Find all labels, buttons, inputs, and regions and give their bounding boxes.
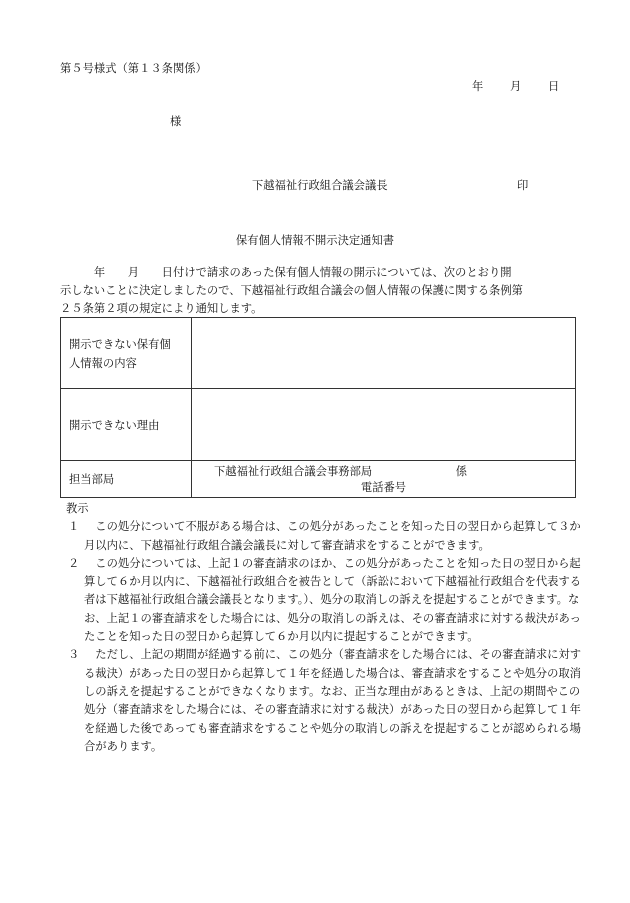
- department-field[interactable]: [192, 461, 576, 498]
- item-number: ３: [68, 648, 80, 662]
- item-text: ただし、上記の期間が経過する前に、この処分（審査請求をした場合には、その審査請求に対する裁決）があった日の翌日から起算して１年を経過した場合は、審査請求をすることや処分の取消しの訴えを提起することができなくなります。なお、正当な理由があるときは、上記の期間やこの処分（審査請求をした場合には、その審査請求に対する裁決）があった日の翌日から起算して１年を経過した後であっても審査請求をすることや処分の取消しの訴えを提起することが認められる場合があります。: [84, 648, 582, 753]
- date-month: 月: [510, 80, 522, 93]
- department-line: [200, 463, 567, 479]
- table-row: [61, 461, 576, 498]
- body-line: 年 月 日付けで請求のあった保有個人情報の開示については、次のとおり開: [60, 266, 512, 279]
- body-line: 示しないことに決定しましたので、下越福祉行政組合議会の個人情報の保護に関する条例第: [60, 284, 523, 297]
- instructions-section: [66, 500, 586, 756]
- department-label: 担当部局: [61, 461, 192, 498]
- date-year: 年: [472, 80, 484, 93]
- item-text: この処分については、上記１の審査請求のほか、この処分があったことを知った日の翌日から起算して６か月以内に、下越福祉行政組合を被告として（訴訟において下越福祉行政組合を代表する者は下越福祉行政組合議会議長となります。）、処分の取消しの訴えを提起することができます。なお、上記１の審査請求をした場合には、処分の取消しの訴えは、その審査請求に対する裁決があったことを知った日の翌日から起算して６か月以内に提起することができます。: [84, 556, 582, 644]
- table-row: [61, 389, 576, 461]
- body-line: ２５条第２項の規定により通知します。: [60, 302, 263, 315]
- reason-field[interactable]: [192, 389, 576, 461]
- item-number: ２: [68, 556, 80, 570]
- reason-label: 開示できない理由: [61, 389, 192, 461]
- label-line: 開示できない保有個: [69, 337, 171, 351]
- undisclosed-info-field[interactable]: [192, 318, 576, 389]
- addressee: 様: [170, 115, 182, 128]
- list-item: [66, 646, 586, 756]
- item-text: この処分について不服がある場合は、この処分があったことを知った日の翌日から起算して３か月以内に、下越福祉行政組合議会議長に対して審査請求をすることができます。: [84, 520, 581, 552]
- list-item: [66, 518, 586, 555]
- body-paragraph: [60, 264, 580, 318]
- issuer-name: 下越福祉行政組合議会議長: [252, 179, 388, 192]
- date-day: 日: [548, 80, 560, 93]
- date-line: [472, 78, 559, 94]
- seal-mark: 印: [517, 179, 529, 192]
- list-item: [66, 555, 586, 646]
- label-line: 人情報の内容: [69, 356, 137, 370]
- section-suffix: 係: [455, 465, 468, 478]
- undisclosed-info-label: [61, 318, 192, 389]
- phone-number-label: 電話番号: [360, 481, 407, 494]
- form-number: 第５号様式（第１３条関係）: [60, 62, 207, 75]
- instructions-heading: 教示: [66, 502, 89, 515]
- info-table: [60, 317, 576, 498]
- table-row: [61, 318, 576, 389]
- department-name: 下越福祉行政組合議会事務部局: [214, 465, 373, 478]
- item-number: １: [68, 520, 80, 534]
- document-title: 保有個人情報不開示決定通知書: [235, 234, 395, 247]
